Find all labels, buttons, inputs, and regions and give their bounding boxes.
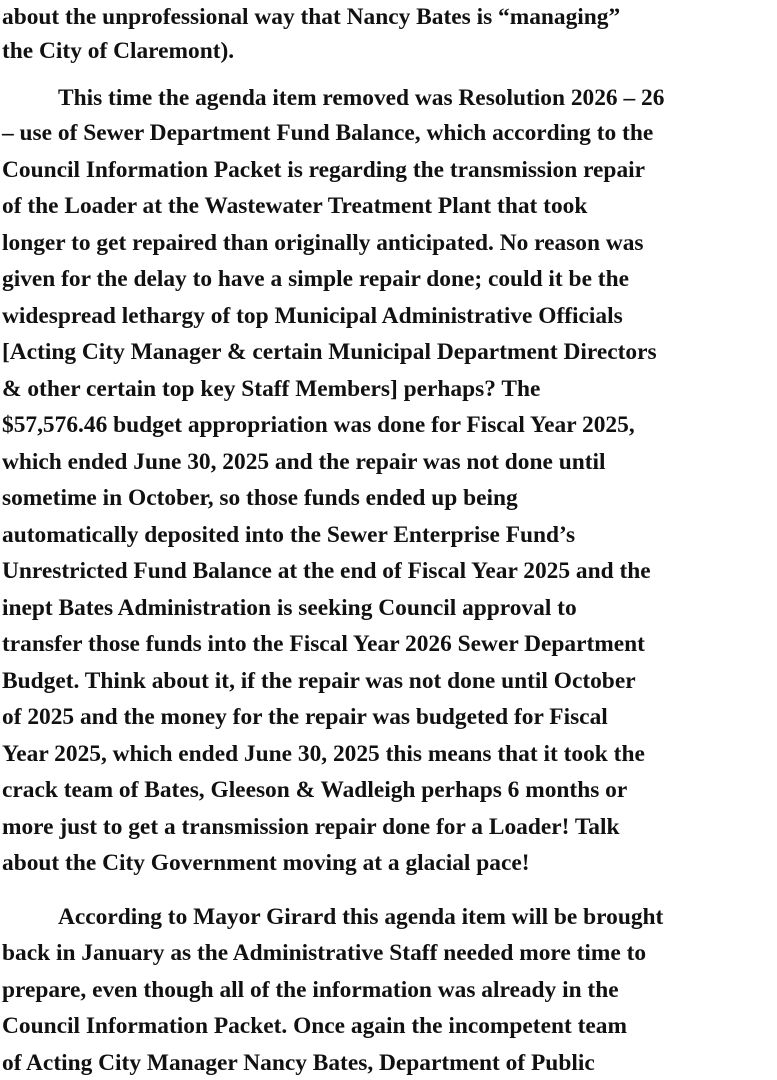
text-line: – use of Sewer Department Fund Balance, which according to the [2, 120, 654, 146]
text-line: prepare, even though all of the information was already in the [2, 977, 619, 1003]
text-line: Year 2025, which ended June 30, 2025 this means that it took the [2, 741, 645, 767]
text-line: about the unprofessional way that Nancy Bates is “managing” [2, 4, 621, 30]
text-line: inept Bates Administration is seeking Council approval to [2, 595, 577, 621]
text-line: widespread lethargy of top Municipal Administrative Officials [2, 303, 623, 329]
text-line: of the Loader at the Wastewater Treatment Plant that took [2, 193, 588, 219]
text-line: the City of Claremont). [2, 38, 235, 64]
text-line: of Acting City Manager Nancy Bates, Department of Public [2, 1050, 595, 1076]
text-line: Council Information Packet. Once again the incompetent team [2, 1013, 627, 1039]
text-line: $57,576.46 budget appropriation was done for Fiscal Year 2025, [2, 412, 635, 438]
text-line: According to Mayor Girard this agenda item will be brought [58, 904, 664, 930]
text-line: back in January as the Administrative Staff needed more time to [2, 940, 647, 966]
text-line: automatically deposited into the Sewer Enterprise Fund’s [2, 522, 576, 548]
text-line: longer to get repaired than originally anticipated. No reason was [2, 230, 644, 256]
text-line: sometime in October, so those funds ended up being [2, 485, 518, 511]
text-line: This time the agenda item removed was Resolution 2026 – 26 [58, 85, 665, 111]
text-line: & other certain top key Staff Members] perhaps? The [2, 376, 541, 402]
text-line: about the City Government moving at a glacial pace! [2, 850, 530, 876]
text-line: which ended June 30, 2025 and the repair was not done until [2, 449, 606, 475]
text-line: Council Information Packet is regarding the transmission repair [2, 157, 646, 183]
text-line: Unrestricted Fund Balance at the end of Fiscal Year 2025 and the [2, 558, 651, 584]
text-line: given for the delay to have a simple repair done; could it be the [2, 266, 629, 292]
text-line: of 2025 and the money for the repair was budgeted for Fiscal [2, 704, 608, 730]
text-line: Budget. Think about it, if the repair was not done until October [2, 668, 636, 694]
text-line: crack team of Bates, Gleeson & Wadleigh perhaps 6 months or [2, 777, 628, 803]
text-line: [Acting City Manager & certain Municipal Department Directors [2, 339, 657, 365]
text-line: transfer those funds into the Fiscal Year 2026 Sewer Department [2, 631, 645, 657]
text-line: more just to get a transmission repair done for a Loader! Talk [2, 814, 620, 840]
